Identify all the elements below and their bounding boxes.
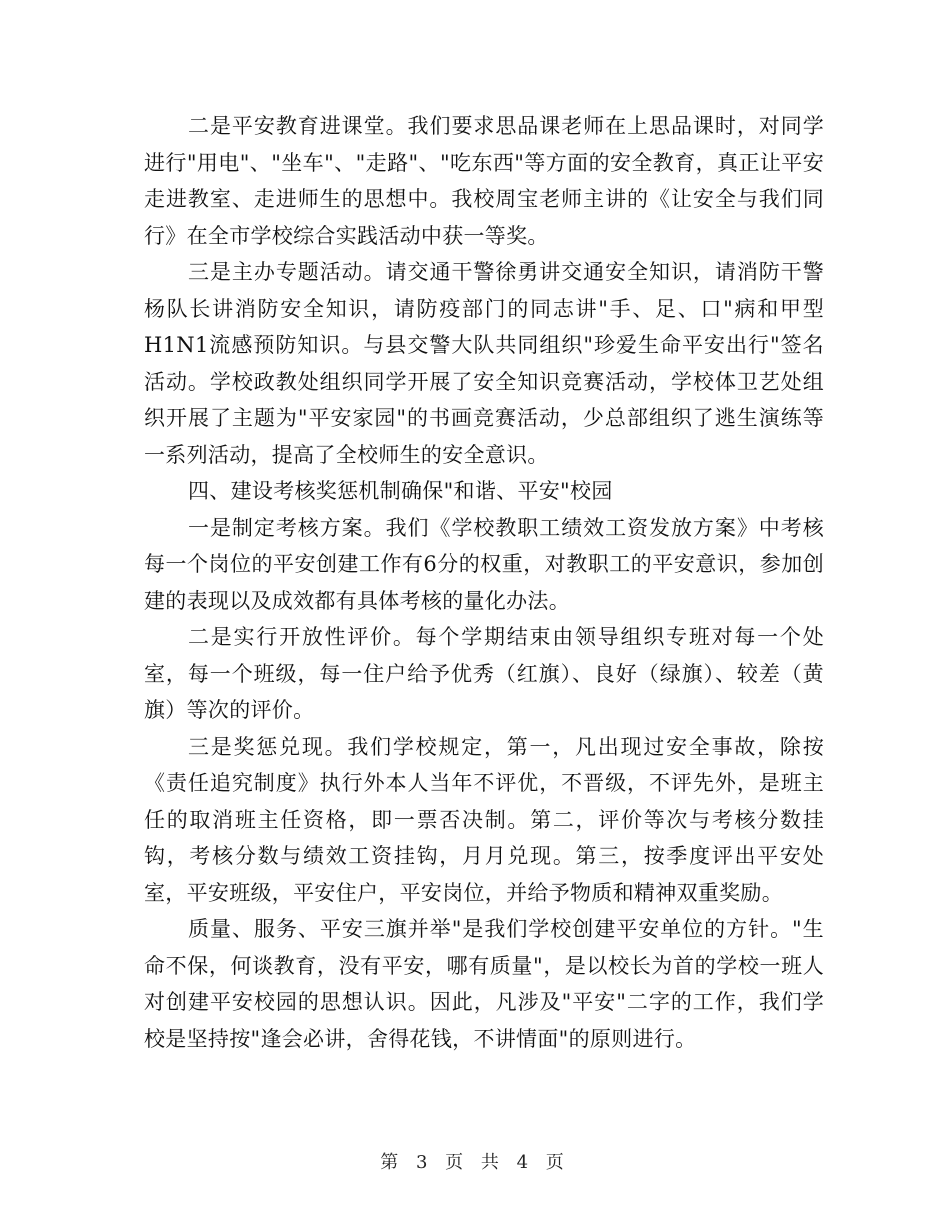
- paragraph-open-evaluation: 二是实行开放性评价。每个学期结束由领导组织专班对每一个处室，每一个班级，每一住户给予优秀（红旗）、良好（绿旗）、较差（黄旗）等次的评价。: [144, 625, 824, 722]
- paragraph-guiding-principle: 质量、服务、平安三旗并举"是我们学校创建平安单位的方针。"生命不保，何谈教育，没有平安，哪有质量"，是以校长为首的学校一班人对创建平安校园的思想认识。因此，凡涉及"平安"二字的工作，我们学校是坚持按"逢会必讲，舍得花钱，不讲情面"的原则进行。: [144, 917, 824, 1051]
- page-number-footer: 第 3 页 共 4 页: [380, 1152, 570, 1173]
- paragraph-special-activities: 三是主办专题活动。请交通干警徐勇讲交通安全知识，请消防干警杨队长讲消防安全知识，请防疫部门的同志讲"手、足、口"病和甲型H1N1流感预防知识。与县交警大队共同组织"珍爱生命平安出行"签名活动。学校政教处组织同学开展了安全知识竞赛活动，学校体卫艺处组织开展了主题为"平安家园"的书画竞赛活动，少总部组织了逃生演练等一系列活动，提高了全校师生的安全意识。: [144, 260, 824, 467]
- document-body: [144, 108, 824, 1057]
- section-heading-assessment-mechanism: 四、建设考核奖惩机制确保"和谐、平安"校园: [188, 479, 613, 503]
- paragraph-rewards-penalties: 三是奖惩兑现。我们学校规定，第一，凡出现过安全事故，除按《责任追究制度》执行外本人当年不评优，不晋级，不评先外，是班主任的取消班主任资格，即一票否决制。第二，评价等次与考核分数挂钩，考核分数与绩效工资挂钩，月月兑现。第三，按季度评出平安处室，平安班级，平安住户，平安岗位，并给予物质和精神双重奖励。: [144, 734, 824, 905]
- paragraph-assessment-plan: 一是制定考核方案。我们《学校教职工绩效工资发放方案》中考核每一个岗位的平安创建工作有6分的权重，对教职工的平安意识，参加创建的表现以及成效都有具体考核的量化办法。: [144, 515, 824, 613]
- paragraph-safety-education-in-class: 二是平安教育进课堂。我们要求思品课老师在上思品课时，对同学进行"用电"、"坐车"、"走路"、"吃东西"等方面的安全教育，真正让平安走进教室、走进师生的思想中。我校周宝老师主讲的《让安全与我们同行》在全市学校综合实践活动中获一等奖。: [144, 114, 824, 248]
